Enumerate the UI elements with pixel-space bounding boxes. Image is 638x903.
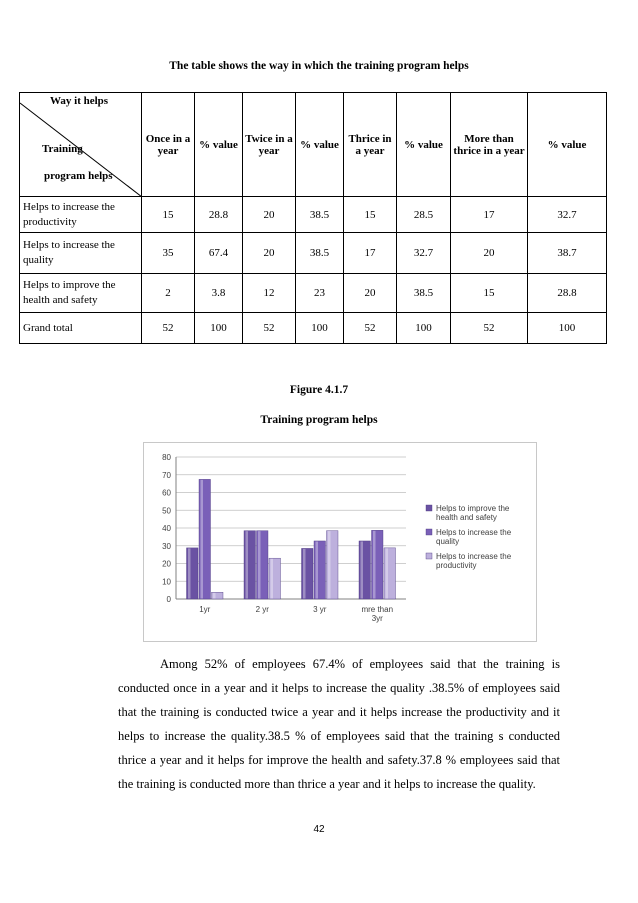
- bar-highlight: [373, 531, 376, 599]
- legend-label: quality: [436, 537, 460, 546]
- table-cell: 17: [344, 233, 397, 274]
- y-tick-label: 40: [162, 524, 171, 533]
- table-row: [20, 197, 607, 233]
- training-table: [19, 92, 607, 344]
- column-header: Twice in a year: [243, 93, 296, 197]
- table-cell: 100: [397, 313, 451, 344]
- legend-swatch: [426, 553, 432, 559]
- bar-highlight: [213, 593, 216, 599]
- table-cell: 20: [344, 274, 397, 313]
- table-cell: 52: [451, 313, 528, 344]
- table-cell: 15: [344, 197, 397, 233]
- x-tick-label: 2 yr: [255, 605, 269, 614]
- table-row: [20, 233, 607, 274]
- figure-title: Training program helps: [260, 414, 378, 426]
- bar-highlight: [201, 480, 204, 599]
- table-cell: 12: [243, 274, 296, 313]
- table-cell: 15: [451, 274, 528, 313]
- table-cell: 28.8: [528, 274, 607, 313]
- table-cell: 100: [195, 313, 243, 344]
- table-cell: 100: [528, 313, 607, 344]
- y-tick-label: 80: [162, 453, 171, 462]
- table-row: [20, 274, 607, 313]
- table-row-total: [20, 313, 607, 344]
- table-cell: 52: [344, 313, 397, 344]
- row-label: Helps to increase the quality: [20, 233, 142, 274]
- row-label: Grand total: [20, 313, 142, 344]
- y-tick-label: 50: [162, 506, 171, 516]
- legend-label: health and safety: [436, 513, 497, 522]
- page-number: 42: [313, 824, 325, 835]
- bar-highlight: [246, 531, 249, 598]
- table-cell: 52: [243, 313, 296, 344]
- table-cell: 23: [296, 274, 344, 313]
- bar-highlight: [303, 549, 306, 599]
- bar-highlight: [386, 548, 389, 598]
- table-cell: 38.5: [397, 274, 451, 313]
- bar-highlight: [188, 548, 191, 598]
- x-tick-label: 3yr: [371, 614, 383, 623]
- body-paragraph: [118, 652, 560, 796]
- table-cell: 32.7: [397, 233, 451, 274]
- table-cell: 38.7: [528, 233, 607, 274]
- y-tick-label: 30: [162, 541, 171, 551]
- legend-label: Helps to improve the: [436, 504, 510, 513]
- table-cell: 67.4: [195, 233, 243, 274]
- table-cell: 3.8: [195, 274, 243, 313]
- legend-label: productivity: [436, 561, 477, 570]
- column-header: % value: [528, 93, 607, 197]
- x-tick-label: mre than: [361, 605, 394, 614]
- table-cell: 38.5: [296, 233, 344, 274]
- column-header: Thrice in a year: [344, 93, 397, 197]
- table-cell: 52: [142, 313, 195, 344]
- y-tick-label: 70: [162, 470, 171, 480]
- column-header: % value: [195, 93, 243, 197]
- table-cell: 20: [243, 197, 296, 233]
- y-tick-label: 60: [162, 488, 171, 498]
- y-tick-label: 10: [162, 577, 171, 587]
- x-tick-label: 1yr: [199, 605, 211, 614]
- y-tick-label: 20: [162, 559, 171, 569]
- row-label: Helps to increase the productivity: [20, 197, 142, 233]
- column-header: % value: [397, 93, 451, 197]
- legend-swatch: [426, 505, 432, 511]
- table-cell: 100: [296, 313, 344, 344]
- legend-label: Helps to increase the: [436, 552, 512, 561]
- corner-header-training: Training: [42, 143, 83, 155]
- chart-container: [143, 442, 537, 642]
- table-cell: 38.5: [296, 197, 344, 233]
- table-cell: 32.7: [528, 197, 607, 233]
- table-header-row: [20, 93, 607, 197]
- table-cell: 17: [451, 197, 528, 233]
- table-cell: 15: [142, 197, 195, 233]
- bar-chart: [144, 443, 536, 641]
- legend-swatch: [426, 529, 432, 535]
- column-header: More than thrice in a year: [451, 93, 528, 197]
- figure-label: Figure 4.1.7: [289, 384, 349, 396]
- bar-highlight: [258, 531, 261, 598]
- table-cell: 28.8: [195, 197, 243, 233]
- column-header: Once in a year: [142, 93, 195, 197]
- y-tick-label: 0: [166, 595, 171, 604]
- bar-highlight: [328, 531, 331, 598]
- paragraph-text: Among 52% of employees 67.4% of employees said that the training is conducted once in a year and it helps to increase the quality .38.5% of employees said that the training is conducted twice a year and it helps increase the productivity and it helps to increase the quality.38.5 % of employees said that the training s conducted thrice a year and it helps for improve the health and safety.37.8 % employees said that the training is conducted more than thrice a year and it helps to increase the quality.: [118, 657, 560, 791]
- corner-header-cell: [20, 93, 142, 197]
- bar-highlight: [271, 559, 274, 599]
- bar-highlight: [316, 541, 319, 598]
- x-tick-label: 3 yr: [313, 605, 327, 614]
- row-label: Helps to improve the health and safety: [20, 274, 142, 313]
- legend-label: Helps to increase the: [436, 528, 512, 537]
- table-cell: 20: [243, 233, 296, 274]
- column-header: % value: [296, 93, 344, 197]
- table-cell: 28.5: [397, 197, 451, 233]
- bar-highlight: [361, 541, 364, 598]
- table-caption: The table shows the way in which the training program helps: [169, 60, 469, 72]
- table-cell: 2: [142, 274, 195, 313]
- table-cell: 35: [142, 233, 195, 274]
- corner-header-way-it-helps: Way it helps: [50, 95, 109, 107]
- corner-header-program-helps: program helps: [44, 170, 113, 182]
- table-cell: 20: [451, 233, 528, 274]
